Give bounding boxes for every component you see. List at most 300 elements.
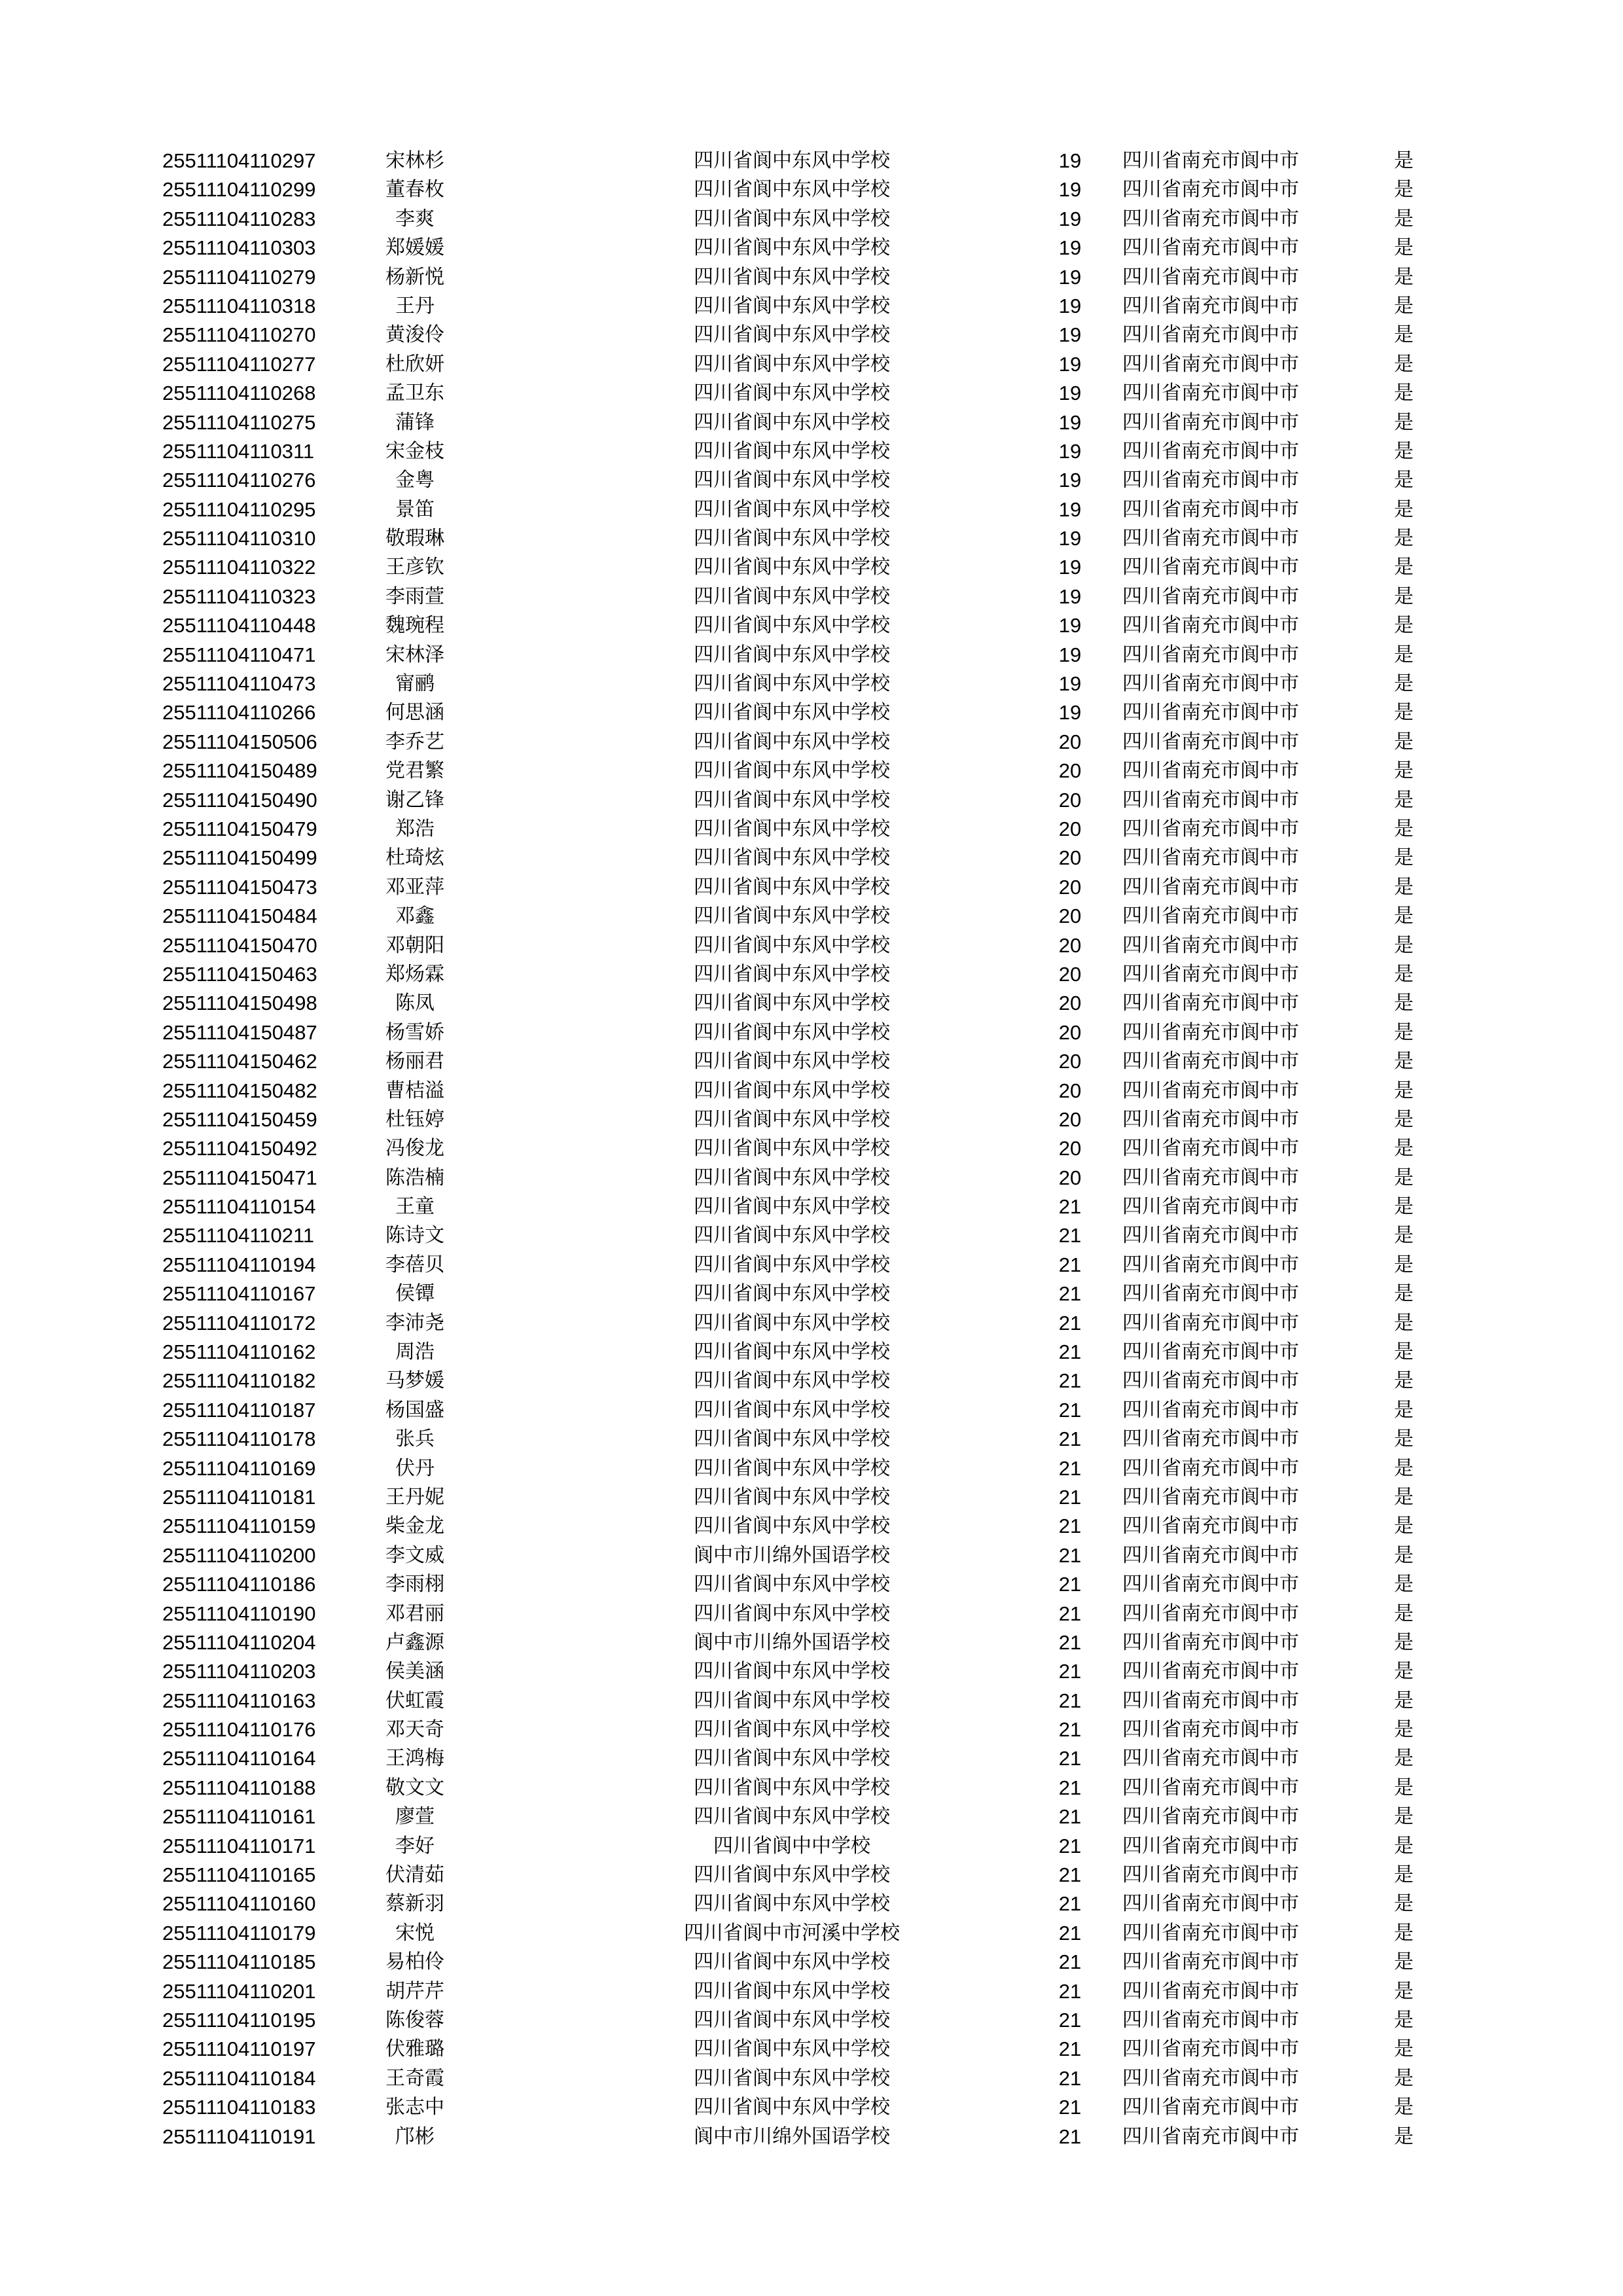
student-id: 25511104150484 xyxy=(162,905,317,928)
status-flag: 是 xyxy=(1394,817,1414,840)
student-id: 25511104110200 xyxy=(162,1543,316,1567)
table-row xyxy=(0,1338,1623,1367)
status-flag: 是 xyxy=(1394,1398,1414,1422)
class-number: 19 xyxy=(1058,178,1082,202)
school-name: 四川省阆中市河溪中学校 xyxy=(684,1921,900,1945)
class-number: 19 xyxy=(1058,672,1082,696)
student-name: 邓亚萍 xyxy=(385,875,444,899)
table-row xyxy=(0,1454,1623,1483)
status-flag: 是 xyxy=(1394,1863,1414,1887)
student-name: 柴金龙 xyxy=(385,1515,444,1538)
class-number: 20 xyxy=(1058,1020,1082,1044)
region: 四川省南充市阆中市 xyxy=(1122,1485,1299,1509)
student-name: 董春枚 xyxy=(385,178,444,202)
student-id: 25511104110186 xyxy=(162,1573,316,1596)
region: 四川省南充市阆中市 xyxy=(1122,905,1299,928)
student-name: 邝彬 xyxy=(395,2125,435,2148)
school-name: 四川省阆中东风中学校 xyxy=(694,469,890,492)
region: 四川省南充市阆中市 xyxy=(1122,2125,1299,2148)
school-name: 四川省阆中东风中学校 xyxy=(694,1456,890,1480)
region: 四川省南充市阆中市 xyxy=(1122,1340,1299,1364)
student-name: 曹桔溢 xyxy=(385,1079,444,1102)
student-name: 景笛 xyxy=(395,497,435,521)
student-name: 陈诗文 xyxy=(385,1224,444,1247)
table-row xyxy=(0,1657,1623,1686)
student-name: 宋悦 xyxy=(395,1921,435,1945)
status-flag: 是 xyxy=(1394,1079,1414,1102)
region: 四川省南充市阆中市 xyxy=(1122,759,1299,783)
student-id: 25511104110311 xyxy=(162,439,315,463)
class-number: 19 xyxy=(1058,207,1082,230)
status-flag: 是 xyxy=(1394,1660,1414,1683)
student-name: 王彦钦 xyxy=(385,556,444,579)
school-name: 四川省阆中东风中学校 xyxy=(694,992,890,1015)
status-flag: 是 xyxy=(1394,469,1414,492)
class-number: 21 xyxy=(1058,2037,1082,2061)
student-name: 李蓓贝 xyxy=(385,1253,444,1276)
student-name: 敬瑕琳 xyxy=(385,527,444,550)
region: 四川省南充市阆中市 xyxy=(1122,1543,1299,1567)
student-id: 25511104150471 xyxy=(162,1166,317,1189)
class-number: 21 xyxy=(1058,1892,1082,1916)
class-number: 21 xyxy=(1058,1718,1082,1742)
school-name: 四川省阆中东风中学校 xyxy=(694,788,890,812)
student-name: 冯俊龙 xyxy=(385,1137,444,1160)
table-row xyxy=(0,1570,1623,1599)
table-row xyxy=(0,524,1623,553)
school-name: 四川省阆中东风中学校 xyxy=(694,730,890,753)
student-id: 25511104110160 xyxy=(162,1892,316,1916)
region: 四川省南充市阆中市 xyxy=(1122,1689,1299,1712)
class-number: 20 xyxy=(1058,905,1082,928)
region: 四川省南充市阆中市 xyxy=(1122,1311,1299,1335)
region: 四川省南充市阆中市 xyxy=(1122,933,1299,957)
region: 四川省南充市阆中市 xyxy=(1122,527,1299,550)
region: 四川省南充市阆中市 xyxy=(1122,1892,1299,1916)
school-name: 四川省阆中东风中学校 xyxy=(694,556,890,579)
school-name: 四川省阆中东风中学校 xyxy=(694,1195,890,1219)
region: 四川省南充市阆中市 xyxy=(1122,556,1299,579)
table-row xyxy=(0,1483,1623,1512)
student-id: 25511104110203 xyxy=(162,1660,316,1683)
student-id: 25511104110194 xyxy=(162,1253,316,1276)
region: 四川省南充市阆中市 xyxy=(1122,469,1299,492)
class-number: 19 xyxy=(1058,556,1082,579)
student-id: 25511104110164 xyxy=(162,1747,316,1770)
status-flag: 是 xyxy=(1394,2125,1414,2148)
student-id: 25511104110161 xyxy=(162,1805,316,1829)
table-row xyxy=(0,379,1623,408)
table-row xyxy=(0,553,1623,582)
status-flag: 是 xyxy=(1394,382,1414,405)
class-number: 21 xyxy=(1058,1805,1082,1829)
region: 四川省南充市阆中市 xyxy=(1122,1805,1299,1829)
table-row xyxy=(0,1367,1623,1395)
school-name: 四川省阆中东风中学校 xyxy=(694,1485,890,1509)
school-name: 四川省阆中东风中学校 xyxy=(694,527,890,550)
class-number: 20 xyxy=(1058,1166,1082,1189)
status-flag: 是 xyxy=(1394,294,1414,317)
class-number: 21 xyxy=(1058,1485,1082,1509)
table-row xyxy=(0,757,1623,785)
school-name: 四川省阆中东风中学校 xyxy=(694,2037,890,2061)
class-number: 19 xyxy=(1058,352,1082,376)
student-id: 25511104110299 xyxy=(162,178,316,202)
school-name: 四川省阆中东风中学校 xyxy=(694,1689,890,1712)
region: 四川省南充市阆中市 xyxy=(1122,584,1299,608)
table-row xyxy=(0,408,1623,437)
region: 四川省南充市阆中市 xyxy=(1122,1107,1299,1131)
student-table xyxy=(0,147,1623,2151)
status-flag: 是 xyxy=(1394,497,1414,521)
status-flag: 是 xyxy=(1394,788,1414,812)
status-flag: 是 xyxy=(1394,614,1414,637)
status-flag: 是 xyxy=(1394,1543,1414,1567)
class-number: 21 xyxy=(1058,1515,1082,1538)
student-name: 李爽 xyxy=(395,207,435,230)
school-name: 阆中市川绵外国语学校 xyxy=(694,1543,890,1567)
student-name: 黄浚伶 xyxy=(385,323,444,347)
status-flag: 是 xyxy=(1394,730,1414,753)
student-name: 王丹 xyxy=(395,294,435,317)
table-row xyxy=(0,931,1623,960)
table-row xyxy=(0,1715,1623,1744)
status-flag: 是 xyxy=(1394,439,1414,463)
student-id: 25511104110184 xyxy=(162,2066,316,2090)
class-number: 21 xyxy=(1058,1456,1082,1480)
status-flag: 是 xyxy=(1394,1602,1414,1625)
table-row xyxy=(0,1309,1623,1338)
class-number: 21 xyxy=(1058,1195,1082,1219)
student-id: 25511104150490 xyxy=(162,788,317,812)
student-id: 25511104150470 xyxy=(162,933,317,957)
student-name: 周浩 xyxy=(395,1340,435,1364)
region: 四川省南充市阆中市 xyxy=(1122,846,1299,870)
student-id: 25511104110322 xyxy=(162,556,316,579)
student-name: 党君繁 xyxy=(385,759,444,783)
status-flag: 是 xyxy=(1394,1282,1414,1306)
student-id: 25511104110283 xyxy=(162,207,316,230)
school-name: 四川省阆中东风中学校 xyxy=(694,1979,890,2003)
table-row xyxy=(0,611,1623,640)
region: 四川省南充市阆中市 xyxy=(1122,1660,1299,1683)
table-row xyxy=(0,1919,1623,1948)
class-number: 20 xyxy=(1058,817,1082,840)
student-name: 伏雅璐 xyxy=(385,2037,444,2061)
status-flag: 是 xyxy=(1394,846,1414,870)
school-name: 四川省阆中东风中学校 xyxy=(694,875,890,899)
region: 四川省南充市阆中市 xyxy=(1122,1573,1299,1596)
student-name: 杨国盛 xyxy=(385,1398,444,1422)
school-name: 四川省阆中东风中学校 xyxy=(694,1166,890,1189)
status-flag: 是 xyxy=(1394,1224,1414,1247)
table-row xyxy=(0,698,1623,727)
school-name: 四川省阆中东风中学校 xyxy=(694,439,890,463)
table-row xyxy=(0,292,1623,321)
table-row xyxy=(0,873,1623,902)
student-id: 25511104150482 xyxy=(162,1079,317,1102)
class-number: 21 xyxy=(1058,1253,1082,1276)
table-row xyxy=(0,1977,1623,2006)
status-flag: 是 xyxy=(1394,1369,1414,1393)
status-flag: 是 xyxy=(1394,1979,1414,2003)
class-number: 21 xyxy=(1058,1834,1082,1857)
student-name: 宋金枝 xyxy=(385,439,444,463)
table-row xyxy=(0,1687,1623,1715)
region: 四川省南充市阆中市 xyxy=(1122,1718,1299,1742)
region: 四川省南充市阆中市 xyxy=(1122,236,1299,260)
student-name: 卢鑫源 xyxy=(385,1630,444,1654)
table-row xyxy=(0,1221,1623,1250)
class-number: 21 xyxy=(1058,1543,1082,1567)
region: 四川省南充市阆中市 xyxy=(1122,1050,1299,1073)
student-id: 25511104150462 xyxy=(162,1050,317,1073)
status-flag: 是 xyxy=(1394,2096,1414,2119)
status-flag: 是 xyxy=(1394,1573,1414,1596)
student-id: 25511104110295 xyxy=(162,497,316,521)
status-flag: 是 xyxy=(1394,905,1414,928)
status-flag: 是 xyxy=(1394,149,1414,172)
class-number: 19 xyxy=(1058,265,1082,289)
student-name: 杨丽君 xyxy=(385,1050,444,1073)
class-number: 20 xyxy=(1058,933,1082,957)
status-flag: 是 xyxy=(1394,1515,1414,1538)
region: 四川省南充市阆中市 xyxy=(1122,1253,1299,1276)
class-number: 20 xyxy=(1058,1079,1082,1102)
class-number: 19 xyxy=(1058,382,1082,405)
table-row xyxy=(0,583,1623,611)
school-name: 四川省阆中东风中学校 xyxy=(694,1311,890,1335)
class-number: 19 xyxy=(1058,643,1082,666)
status-flag: 是 xyxy=(1394,1166,1414,1189)
region: 四川省南充市阆中市 xyxy=(1122,614,1299,637)
student-name: 邓朝阳 xyxy=(385,933,444,957)
table-row xyxy=(0,263,1623,292)
student-name: 李雨萱 xyxy=(385,584,444,608)
status-flag: 是 xyxy=(1394,410,1414,434)
status-flag: 是 xyxy=(1394,1630,1414,1654)
status-flag: 是 xyxy=(1394,672,1414,696)
status-flag: 是 xyxy=(1394,584,1414,608)
school-name: 四川省阆中东风中学校 xyxy=(694,1718,890,1742)
class-number: 21 xyxy=(1058,1282,1082,1306)
student-id: 25511104150492 xyxy=(162,1137,317,1160)
student-name: 李好 xyxy=(395,1834,435,1857)
status-flag: 是 xyxy=(1394,1834,1414,1857)
class-number: 20 xyxy=(1058,1137,1082,1160)
school-name: 四川省阆中东风中学校 xyxy=(694,2096,890,2119)
region: 四川省南充市阆中市 xyxy=(1122,352,1299,376)
student-name: 杨雪娇 xyxy=(385,1020,444,1044)
status-flag: 是 xyxy=(1394,1921,1414,1945)
school-name: 四川省阆中东风中学校 xyxy=(694,1050,890,1073)
status-flag: 是 xyxy=(1394,1689,1414,1712)
student-id: 25511104110183 xyxy=(162,2096,316,2119)
school-name: 四川省阆中东风中学校 xyxy=(694,1398,890,1422)
school-name: 四川省阆中东风中学校 xyxy=(694,1573,890,1596)
student-id: 25511104110169 xyxy=(162,1456,316,1480)
class-number: 21 xyxy=(1058,1311,1082,1335)
school-name: 四川省阆中东风中学校 xyxy=(694,1776,890,1799)
student-id: 25511104110318 xyxy=(162,294,316,317)
student-name: 郑媛媛 xyxy=(385,236,444,260)
status-flag: 是 xyxy=(1394,1020,1414,1044)
table-row xyxy=(0,1396,1623,1425)
status-flag: 是 xyxy=(1394,1050,1414,1073)
student-name: 杜欣妍 xyxy=(385,352,444,376)
student-id: 25511104110165 xyxy=(162,1863,316,1887)
status-flag: 是 xyxy=(1394,1253,1414,1276)
class-number: 20 xyxy=(1058,730,1082,753)
region: 四川省南充市阆中市 xyxy=(1122,1456,1299,1480)
school-name: 四川省阆中东风中学校 xyxy=(694,1369,890,1393)
class-number: 19 xyxy=(1058,469,1082,492)
status-flag: 是 xyxy=(1394,1776,1414,1799)
school-name: 四川省阆中东风中学校 xyxy=(694,1224,890,1247)
region: 四川省南充市阆中市 xyxy=(1122,1747,1299,1770)
status-flag: 是 xyxy=(1394,1427,1414,1451)
status-flag: 是 xyxy=(1394,2066,1414,2090)
region: 四川省南充市阆中市 xyxy=(1122,962,1299,986)
school-name: 四川省阆中东风中学校 xyxy=(694,962,890,986)
class-number: 19 xyxy=(1058,149,1082,172)
student-id: 25511104110197 xyxy=(162,2037,316,2061)
region: 四川省南充市阆中市 xyxy=(1122,1630,1299,1654)
student-name: 甯鹂 xyxy=(395,672,435,696)
class-number: 21 xyxy=(1058,1689,1082,1712)
class-number: 21 xyxy=(1058,1224,1082,1247)
class-number: 19 xyxy=(1058,584,1082,608)
status-flag: 是 xyxy=(1394,701,1414,725)
class-number: 20 xyxy=(1058,846,1082,870)
student-id: 25511104110211 xyxy=(162,1224,315,1247)
school-name: 四川省阆中东风中学校 xyxy=(694,1282,890,1306)
student-name: 陈凤 xyxy=(395,992,435,1015)
table-row xyxy=(0,2123,1623,2151)
school-name: 四川省阆中东风中学校 xyxy=(694,410,890,434)
table-row xyxy=(0,1164,1623,1193)
table-row xyxy=(0,1280,1623,1308)
student-id: 25511104110201 xyxy=(162,1979,316,2003)
school-name: 四川省阆中东风中学校 xyxy=(694,2009,890,2032)
class-number: 19 xyxy=(1058,323,1082,347)
region: 四川省南充市阆中市 xyxy=(1122,1602,1299,1625)
status-flag: 是 xyxy=(1394,265,1414,289)
class-number: 20 xyxy=(1058,962,1082,986)
student-id: 25511104110191 xyxy=(162,2125,316,2148)
region: 四川省南充市阆中市 xyxy=(1122,294,1299,317)
student-id: 25511104110163 xyxy=(162,1689,316,1712)
table-row xyxy=(0,2064,1623,2093)
region: 四川省南充市阆中市 xyxy=(1122,1863,1299,1887)
region: 四川省南充市阆中市 xyxy=(1122,1979,1299,2003)
student-id: 25511104110171 xyxy=(162,1834,316,1857)
student-name: 谢乙锋 xyxy=(385,788,444,812)
region: 四川省南充市阆中市 xyxy=(1122,1834,1299,1857)
student-id: 25511104110204 xyxy=(162,1630,316,1654)
student-id: 25511104110266 xyxy=(162,701,316,725)
status-flag: 是 xyxy=(1394,2037,1414,2061)
region: 四川省南充市阆中市 xyxy=(1122,1137,1299,1160)
school-name: 四川省阆中东风中学校 xyxy=(694,614,890,637)
class-number: 20 xyxy=(1058,759,1082,783)
school-name: 四川省阆中东风中学校 xyxy=(694,1602,890,1625)
student-name: 蒲锋 xyxy=(395,410,435,434)
region: 四川省南充市阆中市 xyxy=(1122,1166,1299,1189)
student-id: 25511104110162 xyxy=(162,1340,316,1364)
student-id: 25511104110167 xyxy=(162,1282,316,1306)
class-number: 20 xyxy=(1058,1107,1082,1131)
student-name: 李雨栩 xyxy=(385,1573,444,1596)
region: 四川省南充市阆中市 xyxy=(1122,1224,1299,1247)
region: 四川省南充市阆中市 xyxy=(1122,382,1299,405)
table-row xyxy=(0,321,1623,350)
table-row xyxy=(0,1134,1623,1163)
student-id: 25511104110195 xyxy=(162,2009,316,2032)
school-name: 四川省阆中东风中学校 xyxy=(694,1340,890,1364)
class-number: 21 xyxy=(1058,1863,1082,1887)
region: 四川省南充市阆中市 xyxy=(1122,178,1299,202)
student-name: 陈俊蓉 xyxy=(385,2009,444,2032)
region: 四川省南充市阆中市 xyxy=(1122,1282,1299,1306)
class-number: 21 xyxy=(1058,2009,1082,2032)
class-number: 20 xyxy=(1058,875,1082,899)
table-row xyxy=(0,205,1623,234)
table-row xyxy=(0,1861,1623,1890)
status-flag: 是 xyxy=(1394,207,1414,230)
table-row xyxy=(0,2093,1623,2122)
table-row xyxy=(0,437,1623,466)
student-id: 25511104110190 xyxy=(162,1602,316,1625)
student-name: 蔡新羽 xyxy=(385,1892,444,1916)
student-name: 侯镡 xyxy=(395,1282,435,1306)
class-number: 19 xyxy=(1058,294,1082,317)
school-name: 四川省阆中东风中学校 xyxy=(694,1660,890,1683)
region: 四川省南充市阆中市 xyxy=(1122,1398,1299,1422)
student-id: 25511104110297 xyxy=(162,149,316,172)
student-name: 张志中 xyxy=(385,2096,444,2119)
school-name: 四川省阆中东风中学校 xyxy=(694,584,890,608)
student-id: 25511104110159 xyxy=(162,1515,316,1538)
table-row xyxy=(0,1600,1623,1628)
student-id: 25511104150479 xyxy=(162,817,317,840)
region: 四川省南充市阆中市 xyxy=(1122,992,1299,1015)
status-flag: 是 xyxy=(1394,527,1414,550)
school-name: 四川省阆中东风中学校 xyxy=(694,672,890,696)
school-name: 四川省阆中东风中学校 xyxy=(694,1863,890,1887)
student-name: 何思涵 xyxy=(385,701,444,725)
student-id: 25511104110154 xyxy=(162,1195,316,1219)
student-id: 25511104110185 xyxy=(162,1950,316,1974)
region: 四川省南充市阆中市 xyxy=(1122,1195,1299,1219)
school-name: 四川省阆中东风中学校 xyxy=(694,236,890,260)
student-name: 宋林泽 xyxy=(385,643,444,666)
student-id: 25511104110172 xyxy=(162,1311,316,1335)
region: 四川省南充市阆中市 xyxy=(1122,1515,1299,1538)
school-name: 四川省阆中东风中学校 xyxy=(694,1079,890,1102)
student-id: 25511104110182 xyxy=(162,1369,316,1393)
class-number: 19 xyxy=(1058,439,1082,463)
student-id: 25511104110471 xyxy=(162,643,316,666)
student-id: 25511104110323 xyxy=(162,584,316,608)
status-flag: 是 xyxy=(1394,759,1414,783)
school-name: 四川省阆中东风中学校 xyxy=(694,323,890,347)
school-name: 四川省阆中东风中学校 xyxy=(694,178,890,202)
school-name: 四川省阆中东风中学校 xyxy=(694,701,890,725)
student-id: 25511104110448 xyxy=(162,614,316,637)
student-id: 25511104150498 xyxy=(162,992,317,1015)
student-id: 25511104110187 xyxy=(162,1398,316,1422)
